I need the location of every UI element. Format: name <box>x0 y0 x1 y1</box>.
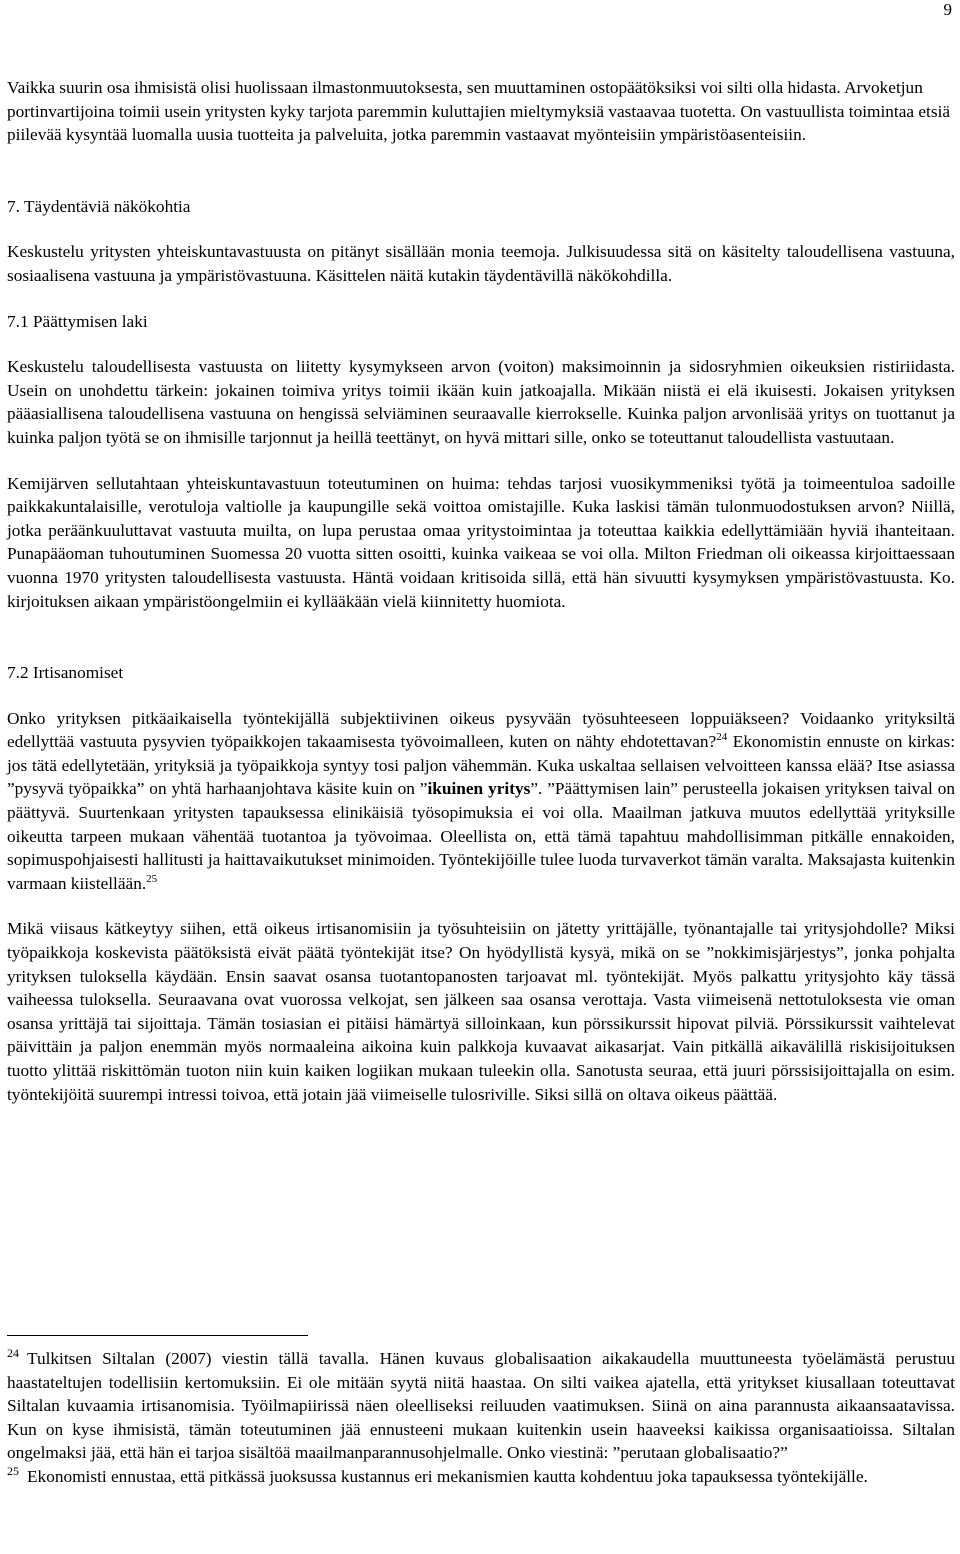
paragraph-text: Ekonomistin ennuste on kirkas: jos tätä edellytetään, yrityksiä ja työpaikkoja syntyy tosi paljon vähemmän. Kuka uskaltaa sellaisen velvoitteen kanssa elää? Itse asiassa ”pysyvä työpaikka” on yhtä harhaanjohtava käsite kuin on ” <box>7 732 956 799</box>
page-number: 9 <box>943 0 952 19</box>
footnotes <box>7 1347 955 1489</box>
section-7-2-heading: 7.2 Irtisanomiset <box>7 663 124 683</box>
paragraph-text: Onko yrityksen pitkäaikaisella työntekijällä subjektiivinen oikeus pysyvään työsuhteeseen loppuiäkseen? Voidaanko yrityksiltä edellyttää vastuuta pysyvien työpaikkojen takaamisesta työvoimalleen, kuten on nähty ehdotettavan? <box>7 708 955 752</box>
section-7-2-paragraph-2: Mikä viisaus kätkeytyy siihen, että oikeus irtisanomisiin ja työsuhteisiin on jätetty yrittäjälle, työnantajalle tai yritysjohdolle? Miksi työpaikkoja koskevista päätöksistä eivät päätä työntekijät itse? On hyödyllistä kysyä, mikä on se ”nokkimisjärjestys”, jonka pohjalta yrityksen tuloksella käydään. Ensin saavat osansa tuotantopanosten tarjoavat ml. työntekijät. Myös palkattu yritysjohto käy tässä vaiheessa tuloksella. Seuraavana ovat vuorossa velkojat, sen jälkeen saa osansa verottaja. Vasta viimeisenä nettotuloksesta vie oman osansa yrittäjä tai sijoittaja. Tämän tosiasian ei pitäisi hämärtyä silloinkaan, kun pörssikurssit hipovat pilviä. Pörssikurssit vaihtelevat päivittäin ja paljon enemmän myös normaaleina aikoina kuin palkkoja kuvaavat aikasarjat. Vain pitkällä aikavälillä riskisijoituksen tuotto ylittää riskittömän tuoton niin kuin kaiken logiikan mukaan tuleekin olla. Sanotusta seuraa, että juuri pörssisijoittajalla on esim. työntekijöitä suurempi intressi toivoa, että jotain jää viimeiselle tulosriville. Siksi sillä on oltava oikeus päättää. <box>7 919 955 1104</box>
footnote-25 <box>7 1465 955 1489</box>
intro-paragraph: Vaikka suurin osa ihmisistä olisi huolissaan ilmastonmuutoksesta, sen muuttaminen ostopäätöksiksi voi silti olla hidasta. Arvoketjun portinvartijoina toimii usein yritysten kyky tarjota paremmin kuluttajien mieltymyksiä vastaavaa tuotetta. On vastuullista toimintaa etsiä piilevää kysyntää luomalla uusia tuotteita ja palveluita, jotka paremmin vastaavat myönteisiin ympäristöasenteisiin. <box>7 78 951 145</box>
section-7-1-paragraph-1: Keskustelu taloudellisesta vastuusta on liitetty kysymykseen arvon (voiton) maksimoinnin ja sidosryhmien oikeuksien ristiriidasta. Usein on unohdettu tärkein: jokainen toimiva yritys toimii ikään kuin jatkoajalla. Mikään niistä ei elä ikuisesti. Jokaisen yrityksen pääasiallisena taloudellisena vastuuna on hengissä selviäminen seuraavalle kierrokselle. Kuinka paljon arvonlisää yritys on tuottanut ja kuinka paljon työtä se on ihmisille tarjonnut ja heillä teettänyt, on hyvä mittari sille, onko se toteuttanut taloudellista vastuutaan. <box>7 357 955 447</box>
footnote-text: Ekonomisti ennustaa, että pitkässä juoksussa kustannus eri mekanismien kautta kohdentuu joka tapauksessa työntekijälle. <box>27 1466 868 1486</box>
bold-term: ikuinen yritys <box>427 779 531 799</box>
section-7-1-heading: 7.1 Päättymisen laki <box>7 311 148 331</box>
footnote-number: 25 <box>7 1463 19 1478</box>
footnote-24 <box>7 1347 955 1465</box>
footnote-divider <box>7 1335 308 1336</box>
section-7-paragraph: Keskustelu yritysten yhteiskuntavastuusta on pitänyt sisällään monia teemoja. Julkisuudessa sitä on käsitelty taloudellisena vastuuna, sosiaalisena vastuuna ja ympäristövastuuna. Käsittelen näitä kutakin täydentävillä näkökohdilla. <box>7 242 955 285</box>
paragraph-text: ”. ”Päättymisen lain” perusteella jokaisen yrityksen taival on päättyvä. Suurtenkaan yritysten tapauksessa elinikäisiä työsopimuksia ei voi olla. Maailman jatkuva muutos edellyttää yrityksille oikeutta tarpeen mukaan vähentää tuotantoa ja työvoimaa. Oleellista on, että tämä tapahtuu mahdollisimman pitkälle ennakoiden, sopimuspohjaisesti hallitusti ja haittavaikutukset minimoiden. Työntekijöille tulee luoda turvaverkot tämän varalta. Maksajasta kuitenkin varmaan kiistellään. <box>7 779 955 893</box>
section-7-heading: 7. Täydentäviä näkökohtia <box>7 196 191 216</box>
footnote-ref-24[interactable]: 24 <box>716 731 728 744</box>
footnote-number: 24 <box>7 1346 19 1360</box>
footnote-ref-25[interactable]: 25 <box>146 872 158 885</box>
main-content <box>7 76 955 1106</box>
section-7-2-paragraph-1 <box>7 707 955 896</box>
footnote-text: Tulkitsen Siltalan (2007) viestin tällä tavalla. Hänen kuvaus globalisaation aikakaudella muuttuneesta työelämästä perustuu haastateltujen todellisiin kertomuksiin. Ei ole mitään syytä niitä haastaa. On silti vaikea ajatella, että yritykset kiusallaan toteuttavat Siltalan kuvaamia irtisanomisia. Työilmapiirissä näen oleelliseksi reiluuden vaatimuksen. Siinä on aina parannusta aikaansaatavissa. Kun on kyse ihmisistä, tämän toteutuminen jää ennusteeni mukaan kuitenkin usein haaveeksi kaikissa organisaatioissa. Siltalan ongelmaksi jää, että hän ei tarjoa sisältöä maailmanparannusohjelmalle. Onko viestinä: ”perutaan globalisaatio?” <box>7 1349 955 1463</box>
section-7-1-paragraph-2: Kemijärven sellutahtaan yhteiskuntavastuun toteutuminen on huima: tehdas tarjosi vuosikymmeniksi työtä ja toimeentuloa sadoille paikkakuntalaisille, verotuloja valtiolle ja kaupungille sekä voittoa omistajille. Kuka laskisi tämän tulonmuodostuksen arvon? Niillä, jotka peräänkuuluttavat vastuuta muilta, on lupa perustaa omaa yritystoimintaa ja toteuttaa kaikkia edellyttämiään hyviä ihanteitaan. Punapääoman tuhoutuminen Suomessa 20 vuotta sitten osoitti, kuinka vaikeaa se voi olla. Milton Friedman oli oikeassa kirjoittaessaan vuonna 1970 yritysten taloudellisesta vastuusta. Häntä voidaan kritisoida sillä, että hän sivuutti kysymyksen ympäristövastuusta. Ko. kirjoituksen aikaan ympäristöongelmiin ei kyllääkään vielä kiinnitetty huomiota. <box>7 473 955 611</box>
